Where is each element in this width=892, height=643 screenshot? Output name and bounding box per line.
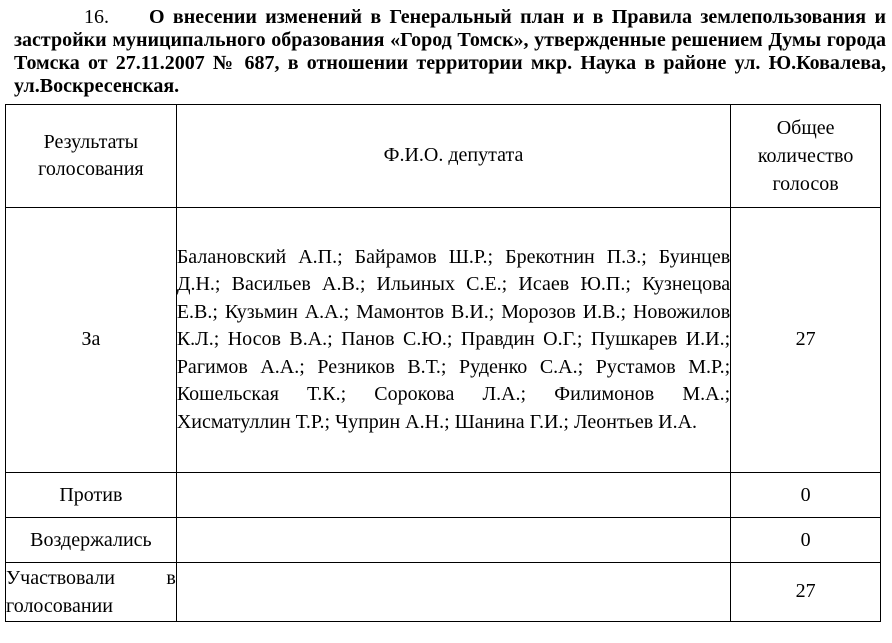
row-label-against: Против [6, 473, 177, 518]
deputies-list-against [176, 473, 730, 518]
deputies-list-for: Балановский А.П.; Байрамов Ш.Р.; Брекотнин П.З.; Буинцев Д.Н.; Васильев А.В.; Ильиных С.Е.; Исаев Ю.П.; Кузнецова Е.В.; Кузьмин А.А.; Мамонтов В.И.; Морозов И.В.; Новожилов К.Л.; Носов В.А.; Панов С.Ю.; Правдин О.Г.; Пушкарев И.И.; Рагимов А.А.; Резников В.Т.; Руденко С.А.; Рустамов М.Р.; Кошельская Т.К.; Сорокова Л.А.; Филимонов М.А.; Хисматуллин Т.Р.; Чуприн А.Н.; Шанина Г.И.; Леонтьев И.А. [176, 208, 730, 473]
table-row-for [6, 208, 881, 473]
count-participated: 27 [731, 563, 881, 622]
deputies-list-participated [176, 563, 730, 622]
table-header-row [6, 105, 881, 208]
row-label-for: За [6, 208, 177, 473]
deputies-list-abstained [176, 518, 730, 563]
header-total-votes: Общее количество голосов [731, 105, 881, 208]
agenda-item-number: 16. [84, 6, 109, 28]
header-results: Результаты голосования [6, 105, 177, 208]
header-deputies: Ф.И.О. депутата [176, 105, 730, 208]
row-label-participated: Участвовали в голосовании [6, 563, 177, 622]
table-row-against [6, 473, 881, 518]
agenda-item-title: О внесении изменений в Генеральный план и в Правила землепользования и застройки муниципального образования «Город Томск», утвержденные решением Думы города Томска от 27.11.2007 № 687, в отношении территории мкр. Наука в районе ул. Ю.Ковалева, ул.Воскресенская. [14, 6, 886, 97]
table-row-abstained [6, 518, 881, 563]
table-row-participated [6, 563, 881, 622]
count-against: 0 [731, 473, 881, 518]
agenda-item-heading [14, 6, 886, 98]
count-for: 27 [731, 208, 881, 473]
row-label-abstained: Воздержались [6, 518, 177, 563]
voting-results-table [5, 104, 881, 622]
count-abstained: 0 [731, 518, 881, 563]
